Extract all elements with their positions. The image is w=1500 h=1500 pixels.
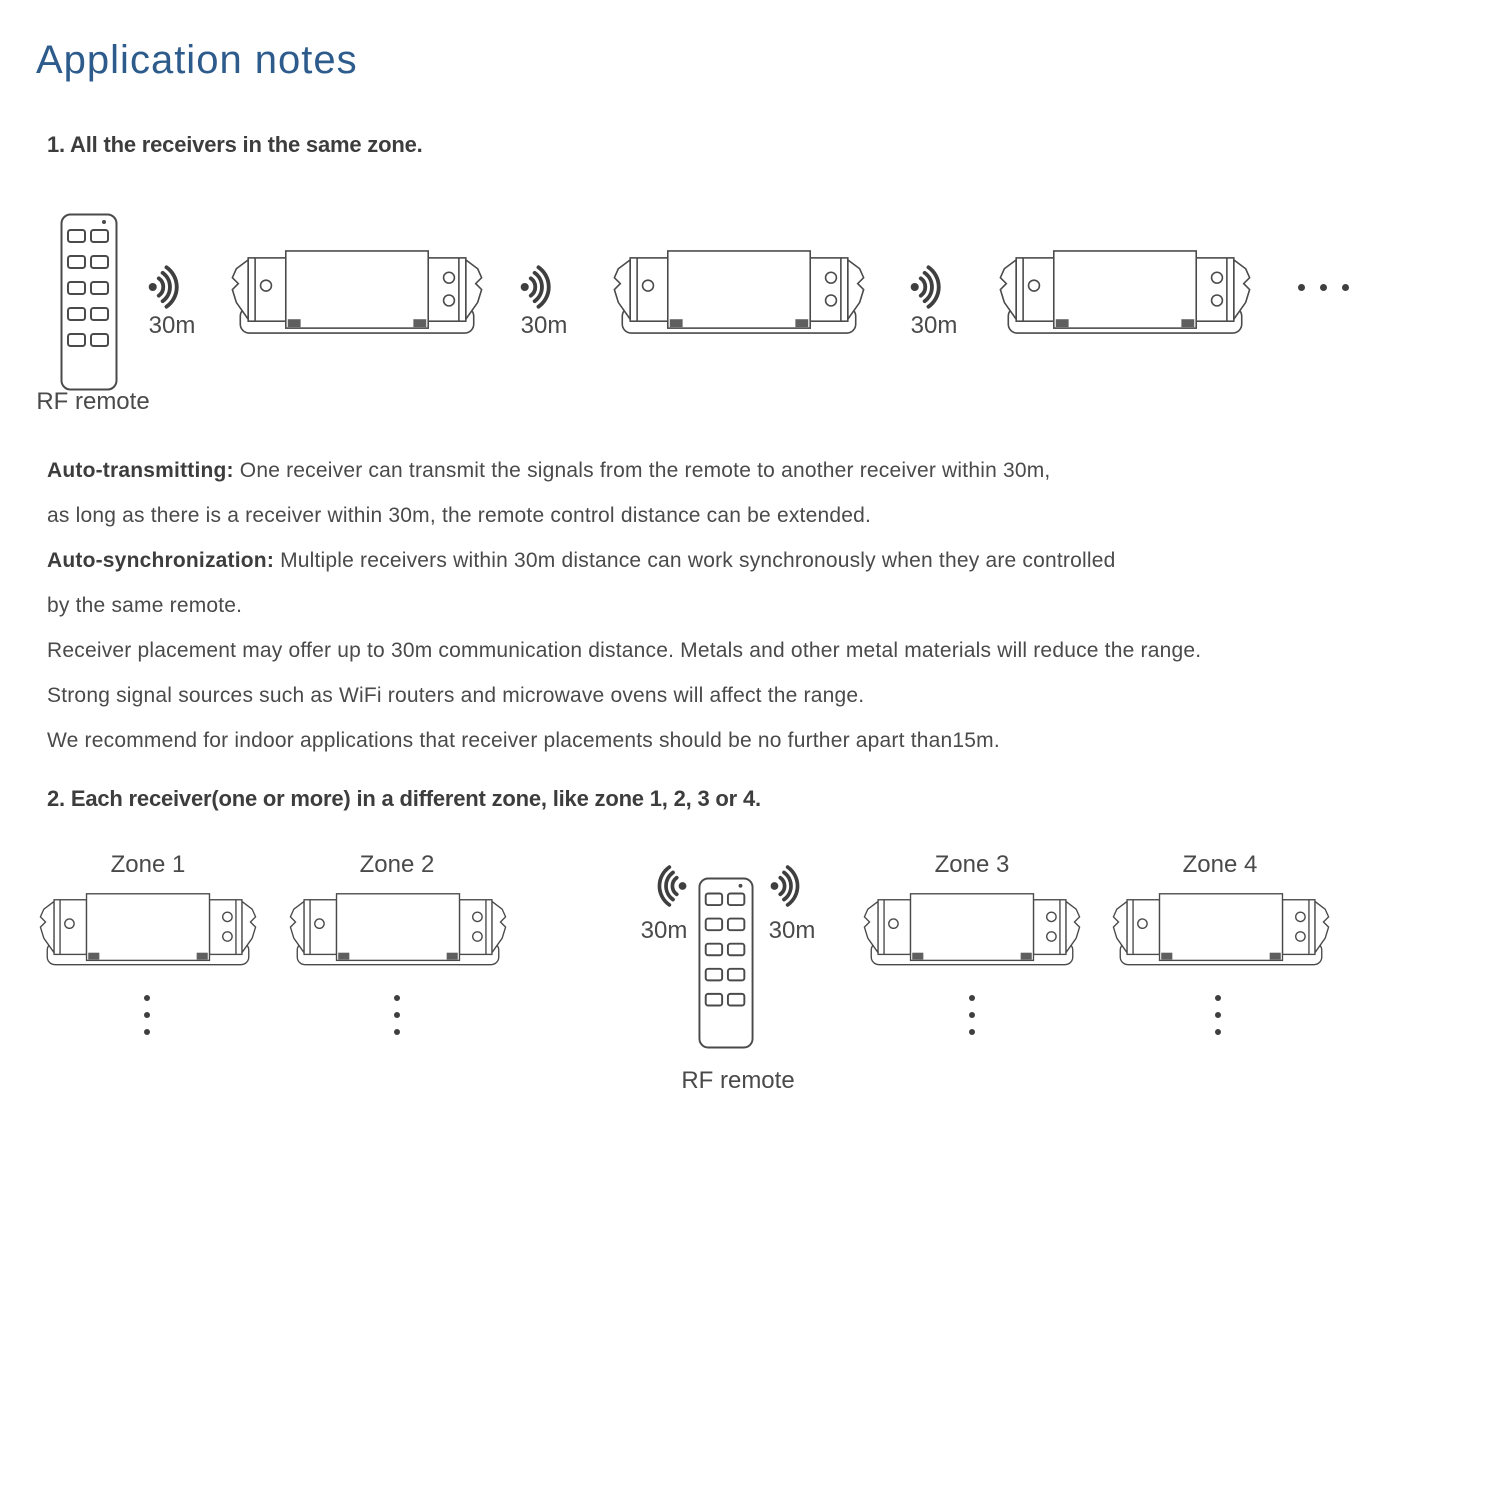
ellipsis-vertical [394,995,400,1035]
signal-waves-icon [518,262,568,312]
ellipsis-horizontal [1298,284,1349,291]
receiver-icon [228,248,486,339]
zone-label: Zone 4 [1182,851,1258,878]
rf-remote-icon [698,877,754,1049]
note-line: We recommend for indoor applications that receiver placements should be no further apart than15m. [47,729,1000,752]
receiver-icon [37,891,259,970]
note-line: by the same remote. [47,594,243,617]
signal-waves-icon [768,862,816,910]
note-line: Auto-synchronization: Multiple receivers within 30m distance can work synchronously when they are controlled [47,549,1116,572]
section1-heading: 1. All the receivers in the same zone. [47,132,423,157]
signal-range-label: 30m [520,312,568,339]
zone-label: Zone 3 [934,851,1010,878]
receiver-icon [861,891,1083,970]
zone-label: Zone 2 [359,851,435,878]
signal-range-label: 30m [640,917,688,944]
receiver-icon [610,248,868,339]
note-line: Auto-transmitting: One receiver can transmit the signals from the remote to another receiver within 30m, [47,459,1051,482]
section2-heading: 2. Each receiver(one or more) in a different zone, like zone 1, 2, 3 or 4. [47,786,761,811]
rf-remote-icon [60,213,118,391]
diagram-different-zones [0,845,1500,1100]
ellipsis-vertical [1215,995,1221,1035]
signal-waves-left-icon [641,862,689,910]
signal-waves-icon [908,262,958,312]
signal-range-label: 30m [148,312,196,339]
zone-label: Zone 1 [110,851,186,878]
receiver-icon [1110,891,1332,970]
signal-range-label: 30m [768,917,816,944]
signal-range-label: 30m [910,312,958,339]
signal-waves-icon [146,262,196,312]
ellipsis-vertical [144,995,150,1035]
diagram-same-zone [0,200,1500,435]
receiver-icon [996,248,1254,339]
receiver-icon [287,891,509,970]
note-line: Strong signal sources such as WiFi routers and microwave ovens will affect the range. [47,684,865,707]
page-title: Application notes [36,38,358,82]
application-notes-text [47,448,1477,763]
note-line: Receiver placement may offer up to 30m communication distance. Metals and other metal materials will reduce the range. [47,639,1202,662]
note-line: as long as there is a receiver within 30m, the remote control distance can be extended. [47,504,872,527]
rf-remote-label: RF remote [681,1067,795,1094]
rf-remote-label: RF remote [36,388,150,415]
ellipsis-vertical [969,995,975,1035]
